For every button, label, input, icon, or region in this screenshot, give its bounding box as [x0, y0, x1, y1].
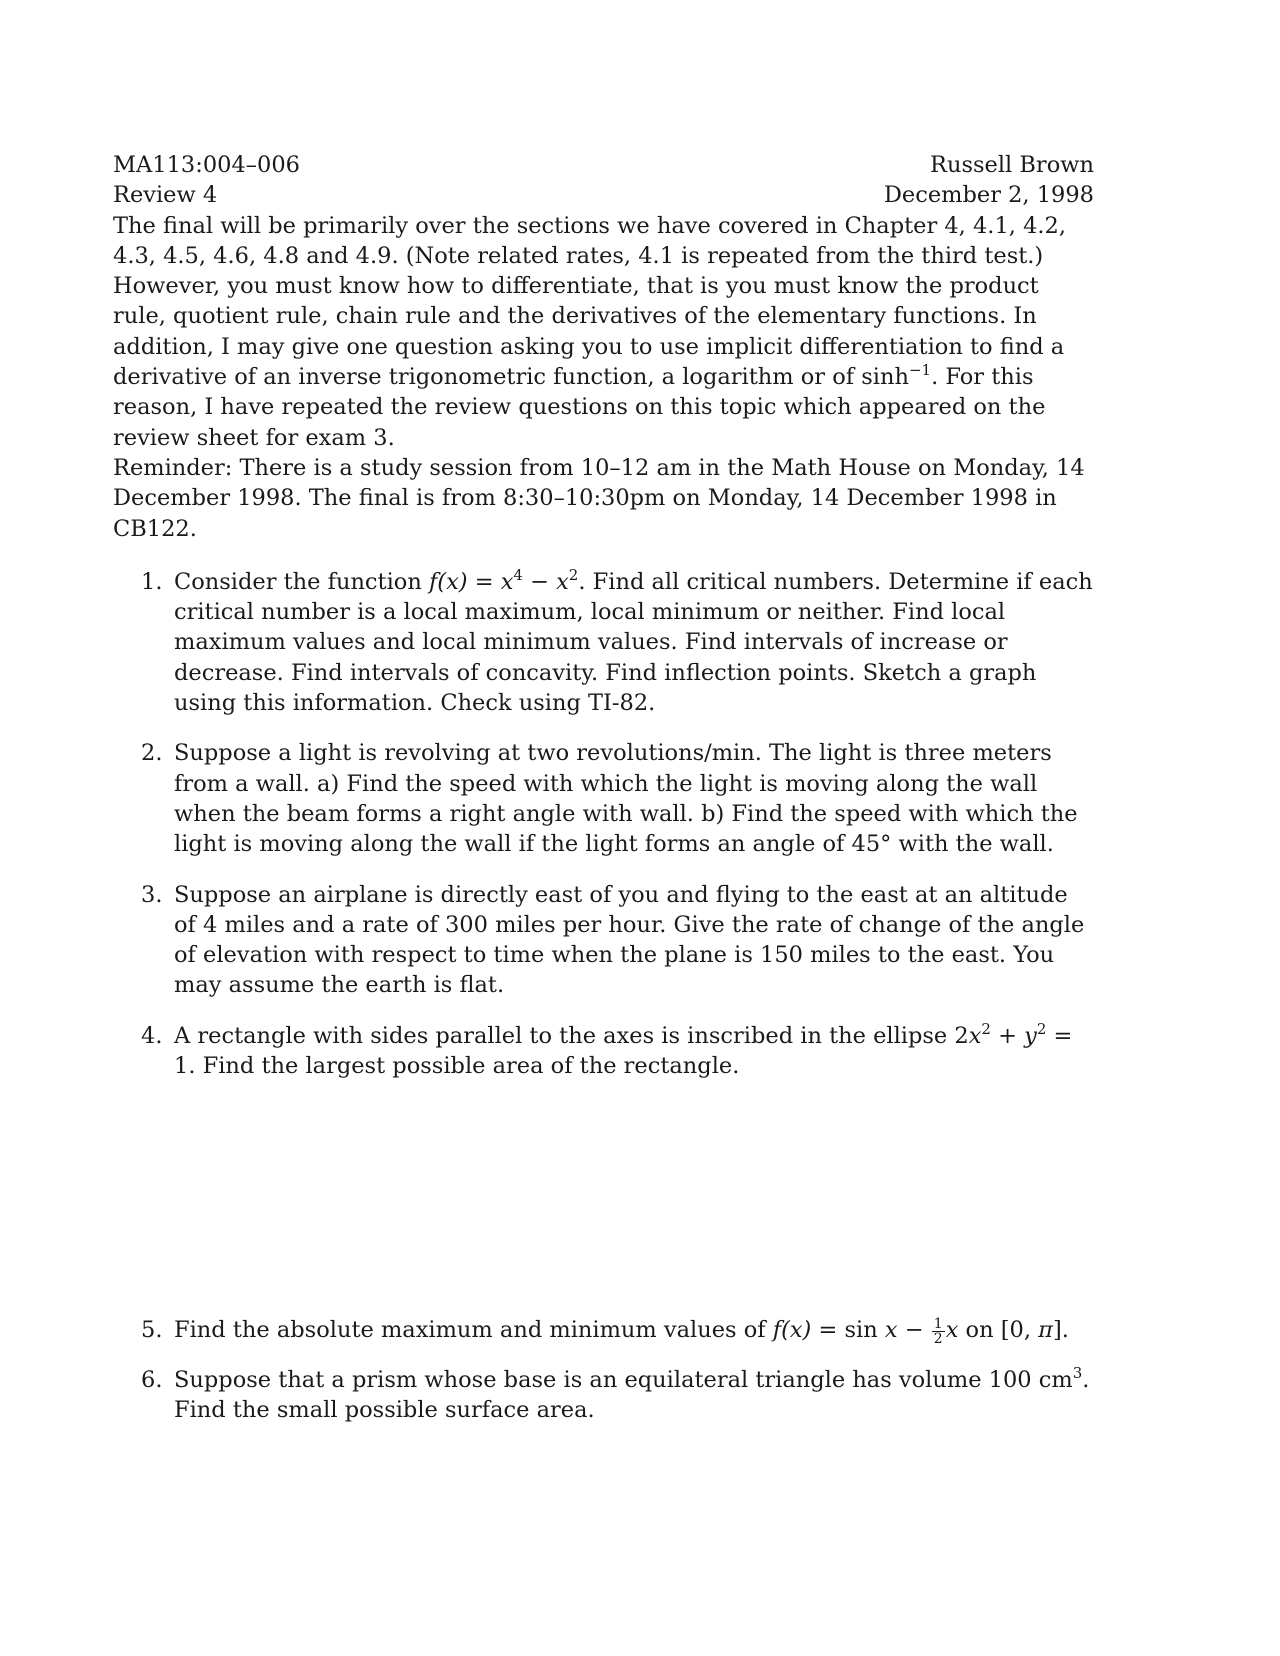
course-code: MA113:004–006 — [113, 152, 300, 178]
superscript: −1 — [908, 361, 932, 380]
fraction — [932, 1317, 945, 1346]
intro-text-part: The final will be primarily over the sections we have covered in Chapter 4, 4.1, 4.2, 4.3, 4.5, 4.6, 4.8 and 4.9. (Note related rates, 4.1 is repeated from the third test.) However, you must know how to differentiate, that is you must know the product rule, quotient rule, chain rule and the derivatives of the elementary functions. In addition, I may give one question asking you to use implicit differentiation to find a derivative of an inverse trigonometric function, a logarithm or of sinh — [113, 212, 1067, 391]
problem-5 — [113, 1315, 1094, 1346]
problem-number: 5. — [141, 1317, 163, 1344]
math-expression: − x — [522, 568, 569, 595]
superscript: 4 — [513, 565, 523, 584]
problem-list — [113, 567, 1094, 1426]
math-expression: x — [884, 1317, 898, 1344]
math-expression: x — [945, 1317, 959, 1344]
problem-text: Suppose that a prism whose base is an equilateral triangle has volume 100 cm — [174, 1366, 1073, 1393]
superscript: 2 — [1036, 1019, 1047, 1038]
problem-4 — [113, 1021, 1094, 1082]
problem-text: ]. — [1052, 1317, 1069, 1344]
math-expression: + — [990, 1022, 1025, 1049]
problem-text: . Find the small possible surface area. — [174, 1366, 1090, 1424]
problem-number: 6. — [141, 1366, 163, 1393]
problem-text: Find the absolute maximum and minimum values of — [174, 1317, 773, 1344]
problem-text: . Find all critical numbers. Determine if each critical number is a local maximum, local minimum or neither. Find local maximum values and local minimum values. Find intervals of increase or decrease. Find intervals of concavity. Find inflection points. Sketch a graph using this information. Check using TI-82. — [174, 568, 1093, 717]
problem-text: A rectangle with sides parallel to the axes is inscribed in the ellipse 2 — [174, 1022, 969, 1049]
math-expression: x — [968, 1022, 982, 1049]
problem-number: 3. — [141, 881, 163, 908]
problem-2 — [113, 738, 1094, 859]
document-page — [113, 150, 1094, 1425]
problem-text: Consider the function — [174, 568, 429, 595]
math-expression: f(x) — [772, 1317, 812, 1344]
problem-3 — [113, 880, 1094, 1001]
problem-number: 1. — [141, 568, 163, 595]
problem-text: = 1. Find the largest possible area of the rectangle. — [174, 1022, 1073, 1080]
author-name: Russell Brown — [930, 152, 1094, 178]
header-row-1 — [113, 150, 1094, 180]
problem-text: on [0, — [958, 1317, 1039, 1344]
superscript: 3 — [1072, 1363, 1083, 1382]
intro-paragraph — [113, 211, 1094, 453]
math-expression: (x) = x — [437, 568, 514, 595]
superscript: 2 — [568, 565, 579, 584]
problem-number: 4. — [141, 1022, 163, 1049]
problem-6 — [113, 1365, 1094, 1426]
intro-text — [113, 211, 1094, 544]
math-expression: f — [428, 568, 438, 595]
math-expression: y — [1024, 1022, 1037, 1049]
reminder-paragraph: Reminder: There is a study session from 10–12 am in the Math House on Monday, 14 December 1998. The final is from 8:30–10:30pm on Monday, 14 December 1998 in CB122. — [113, 454, 1085, 542]
document-title: Review 4 — [113, 182, 218, 209]
math-expression: π — [1038, 1317, 1053, 1344]
problem-text: Suppose an airplane is directly east of you and flying to the east at an altitude of 4 miles and a rate of 300 miles per hour. Give the rate of change of the angle of elevation with respect to time when the plane is 150 miles to the east. You may assume the earth is flat. — [174, 881, 1085, 999]
header-row-2 — [113, 180, 1094, 210]
problem-number: 2. — [141, 740, 163, 767]
fraction-numerator: 1 — [933, 1315, 943, 1332]
problem-text: Suppose a light is revolving at two revolutions/min. The light is three meters from a wall. a) Find the speed with which the light is moving along the wall when the beam forms a right angle with wall. b) Find the speed with which the light is moving along the wall if the light forms an angle of 45° with the wall. — [174, 740, 1078, 858]
document-date: December 2, 1998 — [883, 182, 1094, 209]
superscript: 2 — [981, 1019, 991, 1038]
math-expression: − — [897, 1317, 931, 1344]
problem-1 — [113, 567, 1094, 718]
intro-text-part: . For this reason, I have repeated the review questions on this topic which appeared on the review sheet for exam 3. — [113, 364, 1046, 451]
math-expression: = sin — [811, 1317, 885, 1344]
fraction-denominator: 2 — [933, 1330, 943, 1347]
